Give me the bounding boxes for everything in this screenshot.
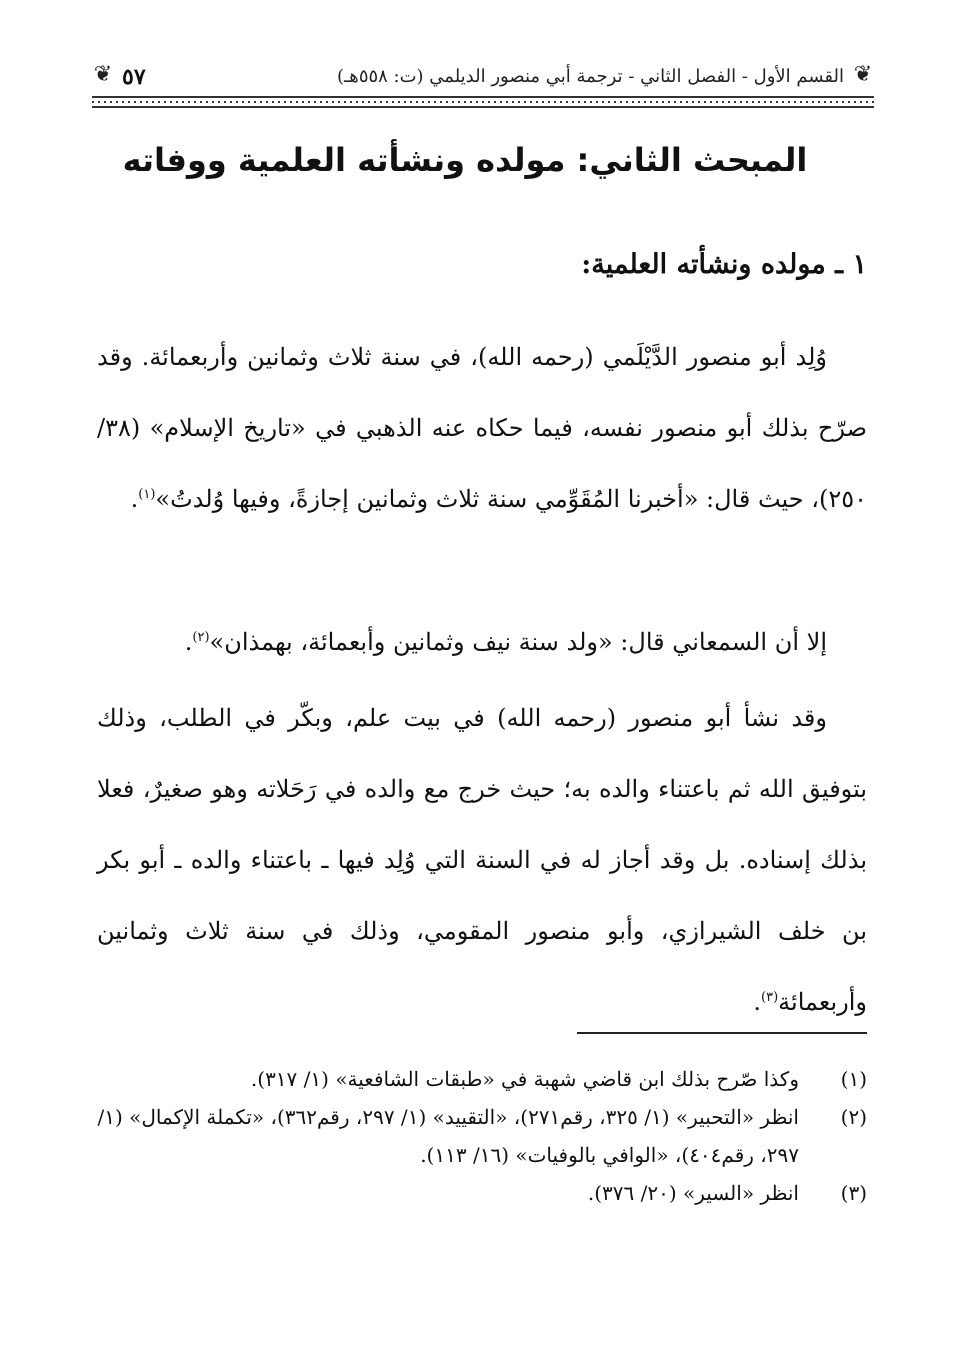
ornament-icon: ❦ xyxy=(853,62,873,87)
footnote-text: وكذا صّرح بذلك ابن قاضي شهبة في «طبقات الشافعية» (١/ ٣١٧). xyxy=(250,1067,799,1091)
subheading: ١ ـ مولده ونشأته العلمية: xyxy=(581,249,867,280)
running-title: القسم الأول - الفصل الثاني - ترجمة أبي منصور الديلمي (ت: ٥٥٨هـ) xyxy=(337,66,844,87)
footnote-number: (٣) xyxy=(840,1181,867,1205)
ornament-icon: ❦ xyxy=(93,62,113,87)
running-header xyxy=(92,58,874,108)
header-rule xyxy=(92,96,874,108)
paragraph-text: إلا أن السمعاني قال: «ولد سنة نيف وثمانين وأبعمائة، بهمذان» xyxy=(209,628,827,656)
footnote-text: انظر «السير» (٢٠/ ٣٧٦). xyxy=(587,1181,799,1205)
paragraph-end: . xyxy=(184,628,193,656)
footnote-separator xyxy=(577,1032,867,1034)
page-number: ٥٧ xyxy=(122,64,146,90)
footnotes xyxy=(97,1060,867,1212)
footnote-reference[interactable]: (٢) xyxy=(192,630,210,645)
section-title: المبحث الثاني: مولده ونشأته العلمية ووفاته xyxy=(122,141,808,179)
paragraph-end: . xyxy=(753,988,762,1016)
footnote-text: انظر «التحبير» (١/ ٣٢٥، رقم٢٧١)، «التقييد» (١/ ٢٩٧، رقم٣٦٢)، «تكملة الإكمال» (١/ ٢٩٧، رقم٤٠٤)، «الوافي بالوفيات» (١٦/ ١١٣). xyxy=(97,1105,799,1167)
paragraph-birth xyxy=(97,322,867,535)
footnote-reference[interactable]: (١) xyxy=(138,487,156,502)
paragraph-samani xyxy=(97,607,867,678)
paragraph-end: . xyxy=(130,485,139,513)
footnote-number: (١) xyxy=(840,1067,867,1091)
footnote-item xyxy=(97,1060,867,1098)
footnote-reference[interactable]: (٣) xyxy=(761,990,779,1005)
paragraph-upbringing xyxy=(97,683,867,1038)
footnote-item xyxy=(97,1174,867,1212)
footnote-item xyxy=(97,1098,867,1174)
footnote-number: (٢) xyxy=(840,1105,867,1129)
paragraph-text: وُلِد أبو منصور الدَّيْلَمي (رحمه الله)، في سنة ثلاث وثمانين وأربعمائة. وقد صرّح بذلك أبو منصور نفسه، فيما حكاه عنه الذهبي في «تاريخ الإسلام» (٣٨/ ٢٥٠)، حيث قال: «أخبرنا المُقَوِّمي سنة ثلاث وثمانين إجازةً، وفيها وُلدتُ» xyxy=(97,343,867,513)
paragraph-text: وقد نشأ أبو منصور (رحمه الله) في بيت علم، وبكّر في الطلب، وذلك بتوفيق الله ثم باعتناء والده به؛ حيث خرج مع والده في رَحَلاته وهو صغيرٌ، فعلا بذلك إسناده. بل وقد أجاز له في السنة التي وُلِد فيها ـ باعتناء والده ـ أبو بكر بن خلف الشيرازي، وأبو منصور المقومي، وذلك في سنة ثلاث وثمانين وأربعمائة xyxy=(97,704,868,1016)
